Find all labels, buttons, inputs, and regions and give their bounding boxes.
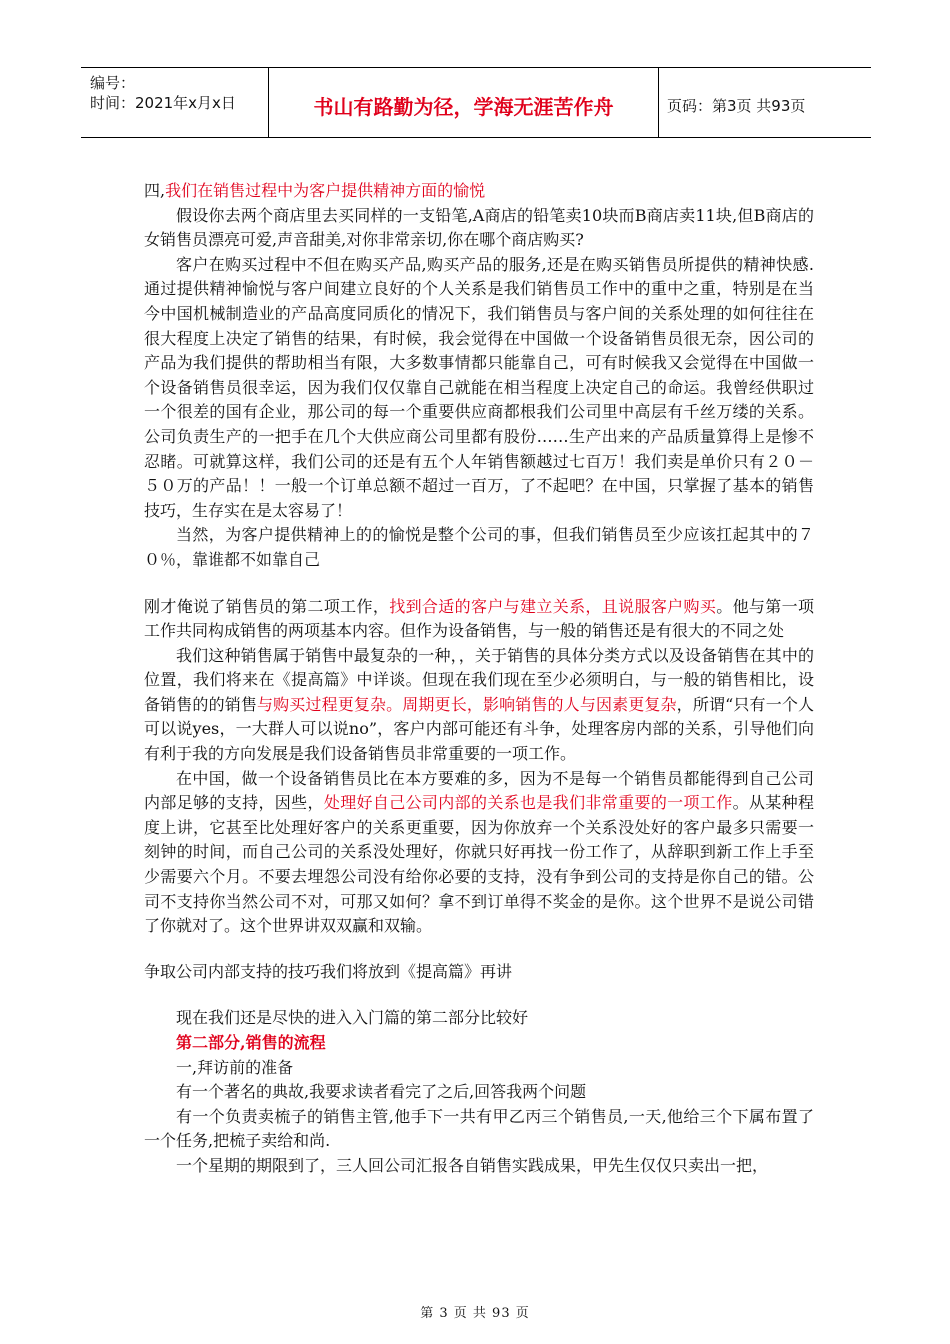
section-heading (144, 179, 814, 204)
document-body (144, 179, 814, 1179)
paragraph: 争取公司内部支持的技巧我们将放到《提高篇》再讲 (144, 961, 513, 981)
paragraph: 有一个著名的典故,我要求读者看完了之后,回答我两个问题 (176, 1082, 587, 1102)
paragraph: 有一个负责卖梳子的销售主管,他手下一共有甲乙丙三个销售员,一天,他给三个下属布置了一个任务,把梳子卖给和尚. (144, 1106, 814, 1151)
paragraph: 刚才俺说了销售员的第二项工作，找到合适的客户与建立关系，且说服客户购买。他与第一项工作共同构成销售的两项基本内容。但作为设备销售，与一般的销售还是有很大的不同之处 (144, 596, 814, 641)
paragraph: 假设你去两个商店里去买同样的一支铅笔,A商店的铅笔卖10块而B商店卖11块,但B商店的女销售员漂亮可爱,声音甜美,对你非常亲切,你在哪个商店购买? (144, 205, 814, 250)
header-motto: 书山有路勤为径，学海无涯苦作舟 (269, 68, 659, 137)
highlight-text: 与购买过程更复杂。周期更长，影响销售的人与因素更复杂 (257, 694, 677, 714)
paragraph: 在中国，做一个设备销售员比在本方要难的多，因为不是每一个销售员都能得到自己公司内部足够的支持，因些，处理好自己公司内部的关系也是我们非常重要的一项工作。从某种程度上讲，它甚至比处理好客户的关系更重要，因为你放弃一个关系没处好的客户最多只需要一刻钟的时间，而自己公司的关系没处理好，你就只好再找一份工作了，从辞职到新工作上手至少需要六个月。不要去埋怨公司没有给你必要的支持，没有争到公司的支持是你自己的错。公司不支持你当然公司不对，可那又如何？拿不到订单得不奖金的是你。这个世界不是说公司错了你就对了。这个世界讲双双赢和双输。 (144, 768, 814, 936)
part-title: 第二部分,销售的流程 (176, 1033, 326, 1052)
paragraph: 我们这种销售属于销售中最复杂的一种，，关于销售的具体分类方式以及设备销售在其中的位置，我们将来在《提高篇》中详谈。但现在我们现在至少必须明白，与一般的销售相比，设备销售的的销售与购买过程更复杂。周期更长，影响销售的人与因素更复杂，所谓“只有一个人可以说yes，一大群人可以说no”，客户内部可能还有斗争，处理客房内部的关系，引导他们向有利于我的方向发展是我们设备销售员非常重要的一项工作。 (144, 645, 814, 764)
paragraph: 客户在购买过程中不但在购买产品,购买产品的服务,还是在购买销售员所提供的精神快感.通过提供精神愉悦与客户间建立良好的个人关系是我们销售员工作中的重中之重，特别是在当今中国机械制造业的产品高度同质化的情况下，我们销售员与客户间的关系处理的如何往往在很大程度上决定了销售的结果，有时候，我会觉得在中国做一个设备销售员很无奈，因公司的产品为我们提供的帮助相当有限，大多数事情都只能靠自己，可有时候我又会觉得在中国做一个设备销售员很幸运，因为我们仅仅靠自己就能在相当程度上决定自己的命运。我曾经供职过一个很差的国有企业，那公司的每一个重要供应商都根我们公司里中高层有千丝万缕的关系。公司负责生产的一把手在几个大供应商公司里都有股份……生产出来的产品质量算得上是惨不忍睹。可就算这样，我们公司的还是有五个人年销售额越过七百万！我们卖是单价只有２０－５０万的产品！！一般一个订单总额不超过一百万，了不起吧？在中国，只掌握了基本的销售技巧，生存实在是太容易了！ (144, 254, 814, 520)
section-title: 我们在销售过程中为客户提供精神方面的愉悦 (165, 181, 486, 200)
code-label: 编号： (90, 74, 136, 92)
paragraph: 当然，为客户提供精神上的的愉悦是整个公司的事，但我们销售员至少应该扛起其中的７０％，靠谁都不如靠自己 (144, 525, 814, 569)
subsection-title: 一,拜访前的准备 (176, 1057, 294, 1077)
page-footer: 第 3 页 共 93 页 (420, 1306, 530, 1321)
time-label: 时间：2021年x月x日 (90, 94, 236, 112)
highlight-text: 找到合适的客户与建立关系，且说服客户购买 (389, 596, 717, 616)
paragraph: 现在我们还是尽快的进入入门篇的第二部分比较好 (176, 1008, 529, 1028)
header-info-cell (81, 68, 269, 137)
highlight-text: 处理好自己公司内部的关系也是我们非常重要的一项工作 (323, 793, 733, 813)
header-page-info: 页码：第3页 共93页 (667, 97, 806, 115)
section-number: 四, (144, 181, 166, 200)
paragraph: 一个星期的期限到了，三人回公司汇报各自销售实践成果，甲先生仅仅只卖出一把， (176, 1155, 769, 1175)
page-header (81, 67, 871, 138)
